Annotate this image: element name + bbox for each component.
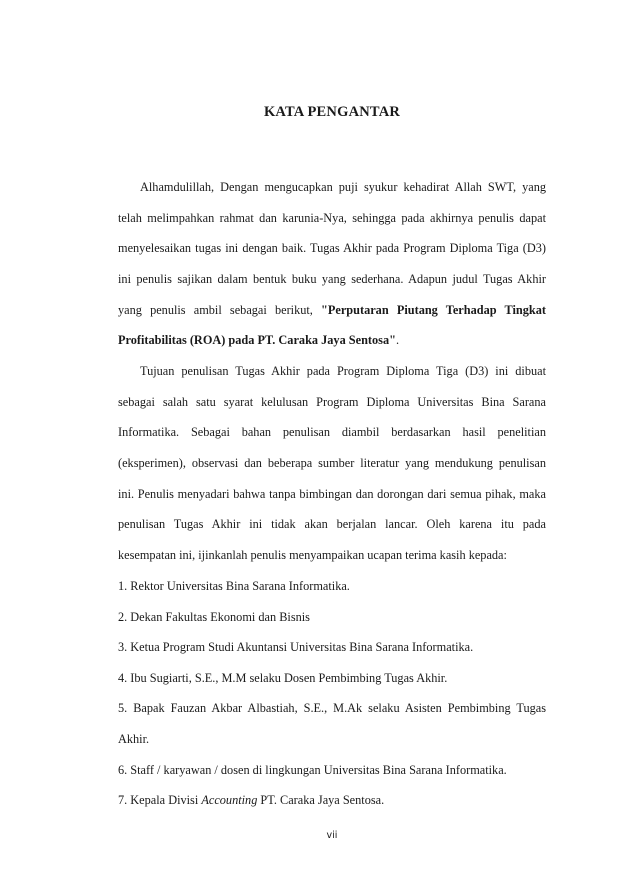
paragraph-line: penulisan Tugas Akhir ini tidak akan berjalan lancar. Oleh karena itu pada [118, 517, 546, 531]
paragraph-line: sebagai salah satu syarat kelulusan Program Diploma Universitas Bina Sarana [118, 395, 546, 409]
paragraph-line: Informatika. Sebagai bahan penulisan diambil berdasarkan hasil penelitian [118, 425, 546, 439]
page-title: KATA PENGANTAR [263, 104, 401, 120]
paragraph-line [118, 332, 546, 348]
list-item: 6. Staff / karyawan / dosen di lingkungan Universitas Bina Sarana Informatika. [118, 763, 507, 777]
list-item: 4. Ibu Sugiarti, S.E., M.M selaku Dosen Pembimbing Tugas Akhir. [118, 671, 448, 685]
list-text: PT. Caraka Jaya Sentosa. [257, 793, 385, 807]
page-number: vii [326, 830, 338, 841]
italic-term: Accounting [201, 793, 258, 807]
paragraph-line: ini. Penulis menyadari bahwa tanpa bimbingan dan dorongan dari semua pihak, maka [118, 487, 546, 501]
paragraph-line: menyelesaikan tugas ini dengan baik. Tugas Akhir pada Program Diploma Tiga (D3) [118, 241, 546, 255]
paragraph-line: (eksperimen), observasi dan beberapa sumber literatur yang mendukung penulisan [118, 456, 546, 470]
list-text: 7. Kepala Divisi [118, 793, 199, 807]
paragraph-line: telah melimpahkan rahmat dan karunia-Nya, sehingga pada akhirnya penulis dapat [118, 211, 546, 225]
paragraph-line: Tujuan penulisan Tugas Akhir pada Program Diploma Tiga (D3) ini dibuat [140, 364, 546, 378]
paragraph-line: kesempatan ini, ijinkanlah penulis menyampaikan ucapan terima kasih kepada: [118, 548, 507, 562]
paragraph-text: . [395, 333, 400, 347]
list-item: 5. Bapak Fauzan Akbar Albastiah, S.E., M.Ak selaku Asisten Pembimbing Tugas [118, 701, 546, 715]
paragraph-text: yang penulis ambil sebagai berikut, [118, 303, 313, 317]
thesis-title-part-1: "Perputaran Piutang Terhadap Tingkat [321, 303, 546, 317]
paragraph-line: ini penulis sajikan dalam bentuk buku yang sederhana. Adapun judul Tugas Akhir [118, 272, 546, 286]
list-item: 1. Rektor Universitas Bina Sarana Informatika. [118, 579, 350, 593]
paragraph-line: Alhamdulillah, Dengan mengucapkan puji syukur kehadirat Allah SWT, yang [140, 180, 546, 194]
list-item: 3. Ketua Program Studi Akuntansi Universitas Bina Sarana Informatika. [118, 640, 474, 654]
paragraph-line [118, 302, 546, 318]
thesis-title-part-2: Profitabilitas (ROA) pada PT. Caraka Jaya Sentosa" [118, 333, 396, 347]
list-item: 2. Dekan Fakultas Ekonomi dan Bisnis [118, 610, 310, 624]
list-item [118, 792, 546, 808]
list-item-continuation: Akhir. [118, 732, 150, 746]
